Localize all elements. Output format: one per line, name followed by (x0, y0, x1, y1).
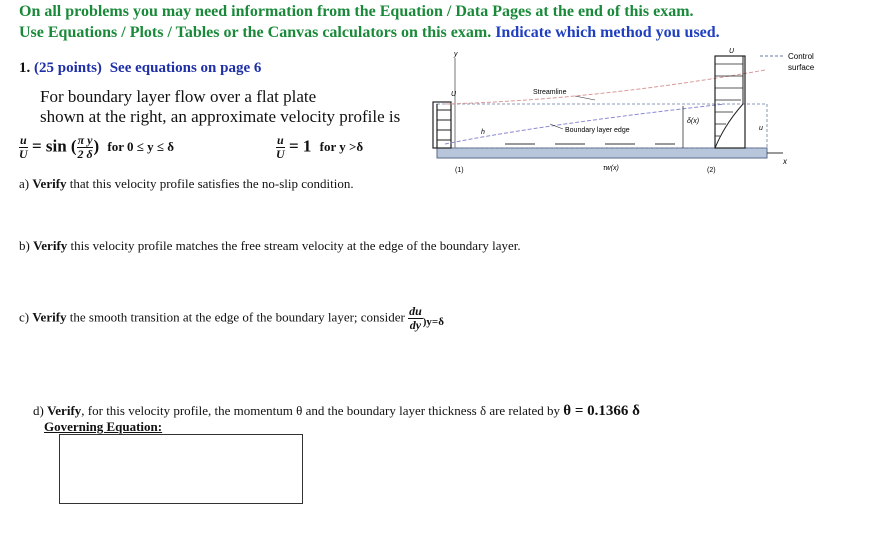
u-left-label: U (451, 91, 457, 98)
station-2-label: (2) (707, 167, 716, 174)
u-right-label: U (729, 48, 735, 55)
eq1-sin: = sin ( (31, 136, 77, 156)
problem-number: 1. (19, 60, 31, 76)
problem-points: (25 points) (34, 60, 102, 76)
part-b (19, 238, 521, 254)
header-line-1: On all problems you may need information from the Equation / Data Pages at the end of this exam. (19, 3, 694, 20)
outlet-velocity-profile (715, 56, 743, 148)
eq1-arg-fraction (77, 134, 94, 161)
part-c-eval: )y=δ (422, 316, 444, 329)
streamline-leader (575, 96, 595, 100)
part-b-text: this velocity profile matches the free stream velocity at the edge of the boundary layer. (70, 238, 521, 253)
header-line-2 (19, 24, 720, 42)
inlet-profile-arrows (437, 110, 451, 140)
eq2-lhs-den: U (276, 147, 285, 161)
part-c-text: the smooth transition at the edge of the boundary layer; consider (69, 309, 405, 325)
part-a (19, 176, 354, 192)
station-1-label: (1) (455, 167, 464, 174)
streamline (445, 70, 765, 104)
part-a-text: that this velocity profile satisfies the no-slip condition. (69, 176, 354, 191)
flat-plate (437, 148, 767, 158)
part-c (19, 305, 444, 332)
part-d-relation: θ = 0.1366 δ (563, 403, 640, 419)
outlet-frame (715, 56, 745, 148)
eq2-rhs: = 1 (288, 136, 312, 156)
y-axis-label: y (454, 51, 458, 58)
part-c-label: c) (19, 309, 30, 325)
part-c-verb: Verify (32, 309, 67, 325)
problem-heading (19, 60, 261, 77)
statement-line-2: shown at the right, an approximate velocity profile is (40, 107, 401, 126)
boundary-layer-edge-label: Boundary layer edge (565, 127, 630, 134)
part-d-verb: Verify (47, 403, 82, 418)
control-surface-label-2: surface (788, 63, 815, 72)
part-c-frac-num: du (409, 304, 422, 318)
governing-equation-answer-box[interactable] (59, 434, 303, 504)
eq2-lhs-fraction (276, 134, 285, 161)
governing-equation-label: Governing Equation: (44, 419, 163, 434)
eq1-lhs-fraction (19, 134, 28, 161)
eq1-arg-num: π y (77, 133, 93, 147)
part-c-frac-den: dy (409, 318, 422, 332)
part-b-verb: Verify (33, 238, 68, 253)
tau-label: τw(x) (603, 165, 619, 172)
statement-line-1: For boundary layer flow over a flat plate (40, 87, 317, 106)
control-surface-label-1: Control (788, 52, 814, 61)
eq1-range: for 0 ≤ y ≤ δ (107, 139, 175, 155)
x-axis-label: x (783, 157, 787, 166)
u-local-label: u (759, 125, 763, 132)
h-label: h (481, 129, 485, 136)
eq1-lhs-num: u (20, 133, 27, 147)
part-d-label: d) (33, 403, 44, 418)
eq2-range: for y >δ (319, 139, 364, 155)
part-d-text: , for this velocity profile, the momentum θ and the boundary layer thickness δ are related by (81, 403, 561, 418)
part-a-verb: Verify (32, 176, 67, 191)
part-c-derivative (408, 305, 423, 332)
boundary-layer-figure (425, 44, 865, 189)
problem-reference: See equations on page 6 (109, 60, 262, 76)
velocity-profile-equation (19, 134, 174, 161)
streamline-label: Streamline (533, 89, 567, 96)
part-a-label: a) (19, 176, 30, 191)
eq1-lhs-den: U (19, 147, 28, 161)
eq1-close: ) (93, 136, 100, 156)
header-line-2-part-1: Use Equations / Plots / Tables or the Canvas calculators on this exam. (19, 24, 492, 41)
eq2-lhs-num: u (277, 133, 284, 147)
free-stream-equation (276, 134, 363, 161)
inlet-frame (433, 102, 451, 148)
part-d (33, 403, 640, 420)
eq1-arg-den: 2 δ (77, 147, 93, 161)
part-b-label: b) (19, 238, 30, 253)
header-line-2-part-2: Indicate which method you used. (495, 24, 720, 41)
delta-label: δ(x) (687, 118, 700, 125)
